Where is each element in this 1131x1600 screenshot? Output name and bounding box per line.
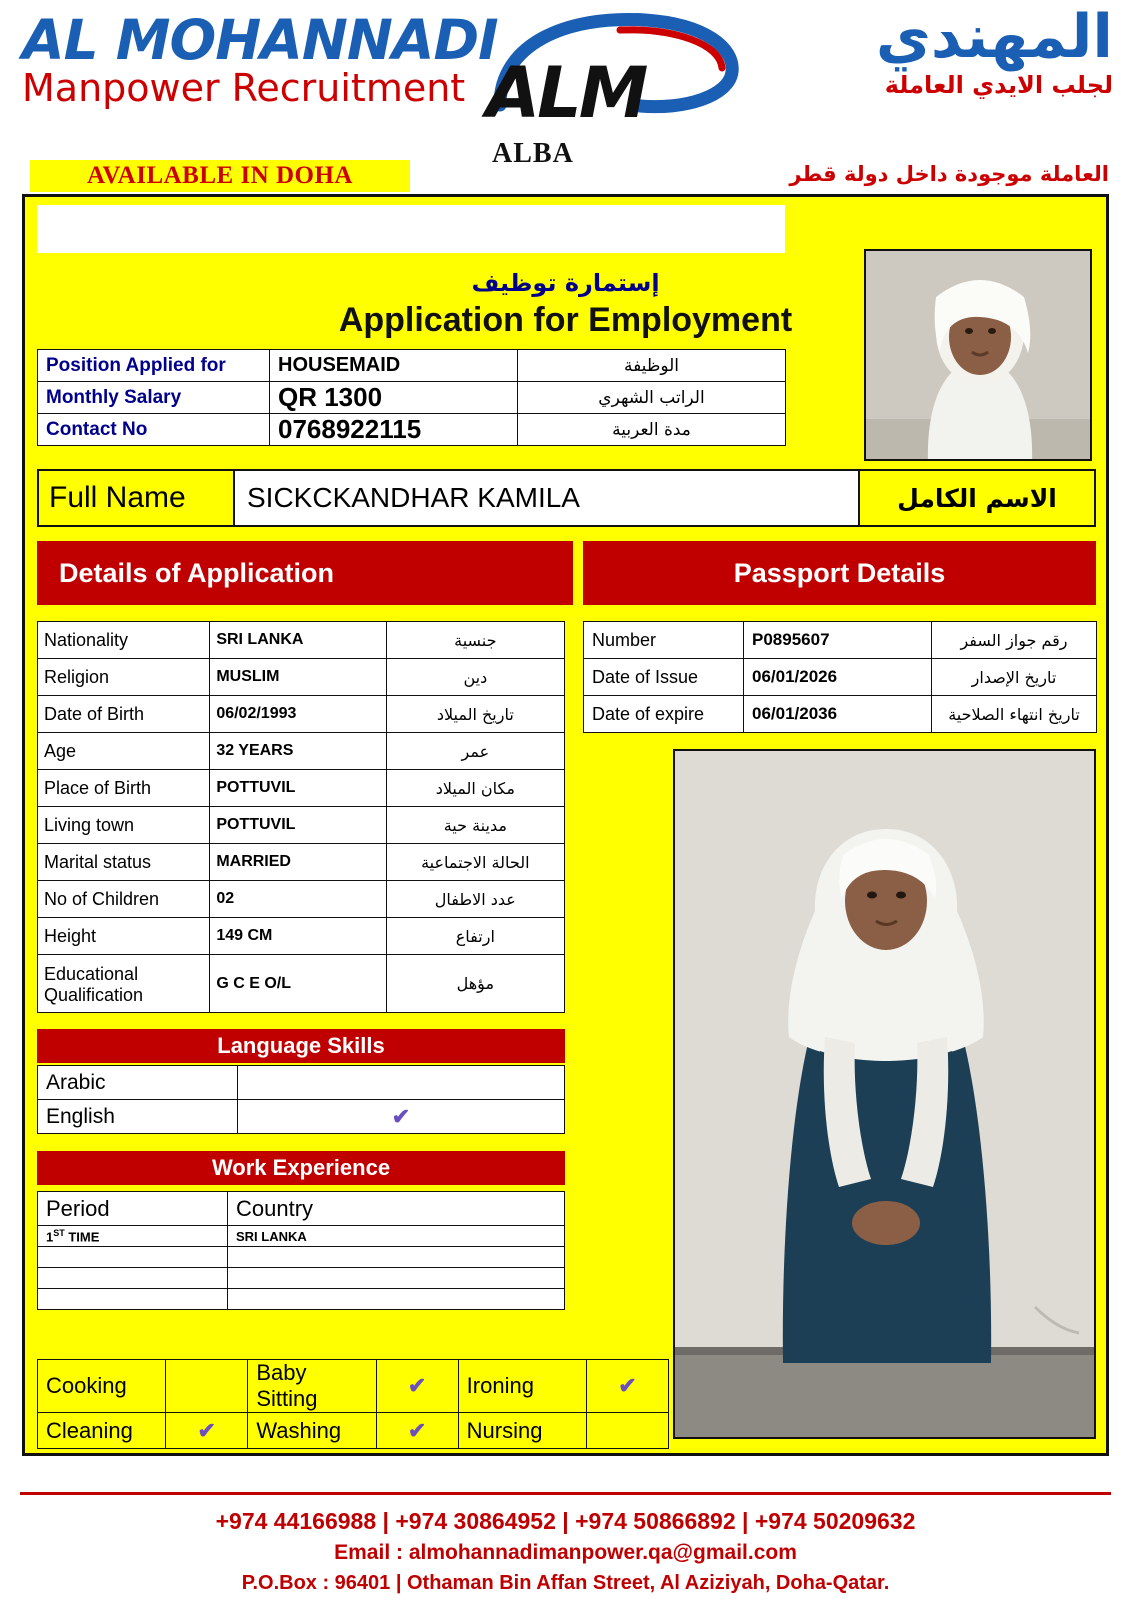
date-of-birth-value: 06/02/1993: [210, 696, 386, 733]
religion-label: Religion: [38, 659, 210, 696]
language-skills-table: [37, 1065, 565, 1134]
table-row: [38, 696, 565, 733]
table-row: [38, 1289, 565, 1310]
full-body-illustration: [675, 751, 1096, 1439]
date-of-issue-label-arabic: تاريخ الإصدار: [932, 659, 1097, 696]
table-row: [38, 844, 565, 881]
position-label-arabic: الوظيفة: [518, 350, 786, 382]
applicant-full-body-photo: [673, 749, 1096, 1439]
work-period-3: [38, 1268, 228, 1289]
contact-label-arabic: مدة العربية: [518, 414, 786, 446]
skill-baby-sitting-label: Baby Sitting: [248, 1360, 376, 1413]
table-row: [38, 1247, 565, 1268]
skill-nursing-label: Nursing: [458, 1413, 586, 1449]
table-row: [38, 770, 565, 807]
full-name-row: [37, 469, 1096, 527]
table-row: [38, 1268, 565, 1289]
footer-address: P.O.Box : 96401 | Othaman Bin Affan Street, Al Aziziyah, Doha-Qatar.: [241, 1571, 890, 1594]
work-country-1: SRI LANKA: [228, 1226, 565, 1247]
section-header-language: Language Skills: [37, 1029, 565, 1063]
brand-name-arabic: المهندي: [875, 2, 1113, 72]
footer-email: Email : almohannadimanpower.qa@gmail.com: [334, 1541, 797, 1565]
application-sheet: [22, 194, 1109, 1456]
language-english-label: English: [38, 1100, 238, 1134]
language-arabic-label: Arabic: [38, 1066, 238, 1100]
table-row: [38, 1100, 565, 1134]
date-of-birth-label: Date of Birth: [38, 696, 210, 733]
skill-cleaning-check[interactable]: ✔: [166, 1413, 248, 1449]
brand-name: AL MOHANNADI: [22, 8, 498, 72]
skill-cleaning-label: Cleaning: [38, 1413, 166, 1449]
details-of-application-table: [37, 621, 565, 1013]
living-town-value: POTTUVIL: [210, 807, 386, 844]
work-period-2: [38, 1247, 228, 1268]
footer-divider: [20, 1492, 1111, 1495]
table-row: [38, 350, 786, 382]
place-of-birth-label: Place of Birth: [38, 770, 210, 807]
section-header-passport: Passport Details: [583, 541, 1096, 605]
table-row: [584, 696, 1097, 733]
table-row: [38, 382, 786, 414]
table-row: [38, 1360, 669, 1413]
age-label: Age: [38, 733, 210, 770]
page-footer: [0, 1480, 1131, 1600]
skill-washing-label: Washing: [248, 1413, 376, 1449]
work-period-1-rest: TIME: [64, 1229, 100, 1245]
date-of-issue-value: 06/01/2026: [744, 659, 932, 696]
nationality-label: Nationality: [38, 622, 210, 659]
portrait-illustration: [866, 251, 1092, 461]
date-of-issue-label: Date of Issue: [584, 659, 744, 696]
salary-label: Monthly Salary: [38, 382, 270, 414]
religion-value: MUSLIM: [210, 659, 386, 696]
marital-status-value: MARRIED: [210, 844, 386, 881]
table-row: [38, 1226, 565, 1247]
religion-label-arabic: دين: [386, 659, 564, 696]
education-label-arabic: مؤهل: [386, 955, 564, 1013]
height-label: Height: [38, 918, 210, 955]
work-period-header: Period: [38, 1192, 228, 1226]
education-value: G C E O/L: [210, 955, 386, 1013]
available-badge-arabic: العاملة موجودة داخل دولة قطر: [789, 162, 1109, 186]
table-row: [38, 1066, 565, 1100]
company-logo-arabic: [733, 2, 1113, 100]
education-label: Educational Qualification: [38, 955, 210, 1013]
passport-number-value: P0895607: [744, 622, 932, 659]
children-value: 02: [210, 881, 386, 918]
date-of-expire-label-arabic: تاريخ انتهاء الصلاحية: [932, 696, 1097, 733]
skill-washing-check[interactable]: ✔: [376, 1413, 458, 1449]
top-white-band: [37, 205, 785, 253]
position-label: Position Applied for: [38, 350, 270, 382]
skill-baby-sitting-check[interactable]: ✔: [376, 1360, 458, 1413]
language-arabic-check[interactable]: [238, 1066, 565, 1100]
marital-status-label: Marital status: [38, 844, 210, 881]
table-row: [38, 733, 565, 770]
form-title-arabic: إستمارة توظيف: [471, 269, 660, 297]
passport-number-label-arabic: رقم جواز السفر: [932, 622, 1097, 659]
table-row: [38, 414, 786, 446]
full-name-label-arabic: الاسم الكامل: [858, 471, 1094, 525]
table-row: [584, 659, 1097, 696]
nationality-value: SRI LANKA: [210, 622, 386, 659]
passport-number-label: Number: [584, 622, 744, 659]
table-row: [38, 622, 565, 659]
contact-value: 0768922115: [270, 414, 518, 446]
work-country-2: [228, 1247, 565, 1268]
table-row: [38, 918, 565, 955]
place-of-birth-label-arabic: مكان الميلاد: [386, 770, 564, 807]
work-period-1-main: 1: [46, 1229, 54, 1245]
work-period-1-sup: ST: [53, 1227, 65, 1238]
section-header-details: Details of Application: [37, 541, 573, 605]
availability-banner: [0, 160, 1131, 194]
work-experience-table: [37, 1191, 565, 1310]
table-row: [38, 807, 565, 844]
skill-cooking-label: Cooking: [38, 1360, 166, 1413]
age-label-arabic: عمر: [386, 733, 564, 770]
height-value: 149 CM: [210, 918, 386, 955]
position-info-table: [37, 349, 786, 446]
skill-ironing-label: Ironing: [458, 1360, 586, 1413]
children-label: No of Children: [38, 881, 210, 918]
available-badge: AVAILABLE IN DOHA: [30, 160, 410, 192]
date-of-birth-label-arabic: تاريخ الميلاد: [386, 696, 564, 733]
table-row: [38, 659, 565, 696]
alm-logo: [470, 10, 740, 169]
full-name-label: Full Name: [39, 471, 235, 525]
salary-label-arabic: الراتب الشهري: [518, 382, 786, 414]
height-label-arabic: ارتفاع: [386, 918, 564, 955]
passport-details-table: [583, 621, 1097, 733]
nationality-label-arabic: جنسية: [386, 622, 564, 659]
marital-status-label-arabic: الحالة الاجتماعية: [386, 844, 564, 881]
living-town-label: Living town: [38, 807, 210, 844]
work-period-1: [38, 1226, 228, 1247]
section-header-work: Work Experience: [37, 1151, 565, 1185]
table-header-row: [38, 1192, 565, 1226]
table-row: [38, 955, 565, 1013]
work-country-header: Country: [228, 1192, 565, 1226]
form-title-english: Application for Employment: [338, 301, 793, 339]
alm-logo-text: ALM: [486, 52, 646, 134]
contact-label: Contact No: [38, 414, 270, 446]
children-label-arabic: عدد الاطفال: [386, 881, 564, 918]
brand-tagline-arabic: لجلب الايدي العاملة: [884, 71, 1113, 99]
brand-tagline: Manpower Recruitment: [22, 66, 466, 111]
skill-ironing-check[interactable]: ✔: [586, 1360, 668, 1413]
date-of-expire-value: 06/01/2036: [744, 696, 932, 733]
date-of-expire-label: Date of expire: [584, 696, 744, 733]
place-of-birth-value: POTTUVIL: [210, 770, 386, 807]
table-row: [38, 881, 565, 918]
skill-cooking-check[interactable]: [166, 1360, 248, 1413]
company-logo-left: [22, 8, 498, 111]
page-header: [0, 0, 1131, 169]
salary-value: QR 1300: [270, 382, 518, 414]
footer-phones: +974 44166988 | +974 30864952 | +974 50866892 | +974 50209632: [215, 1508, 916, 1534]
table-row: [38, 1413, 669, 1449]
age-value: 32 YEARS: [210, 733, 386, 770]
skills-table: [37, 1359, 669, 1449]
position-value: HOUSEMAID: [270, 350, 518, 382]
skill-nursing-check[interactable]: [586, 1413, 668, 1449]
work-country-4: [228, 1289, 565, 1310]
full-name-value: SICKCKANDHAR KAMILA: [247, 482, 580, 513]
living-town-label-arabic: مدينة حية: [386, 807, 564, 844]
table-row: [584, 622, 1097, 659]
work-period-4: [38, 1289, 228, 1310]
language-english-check[interactable]: ✔: [238, 1100, 565, 1134]
work-country-3: [228, 1268, 565, 1289]
applicant-portrait-photo: [864, 249, 1092, 461]
alba-logo-text: ALBA: [492, 138, 574, 169]
